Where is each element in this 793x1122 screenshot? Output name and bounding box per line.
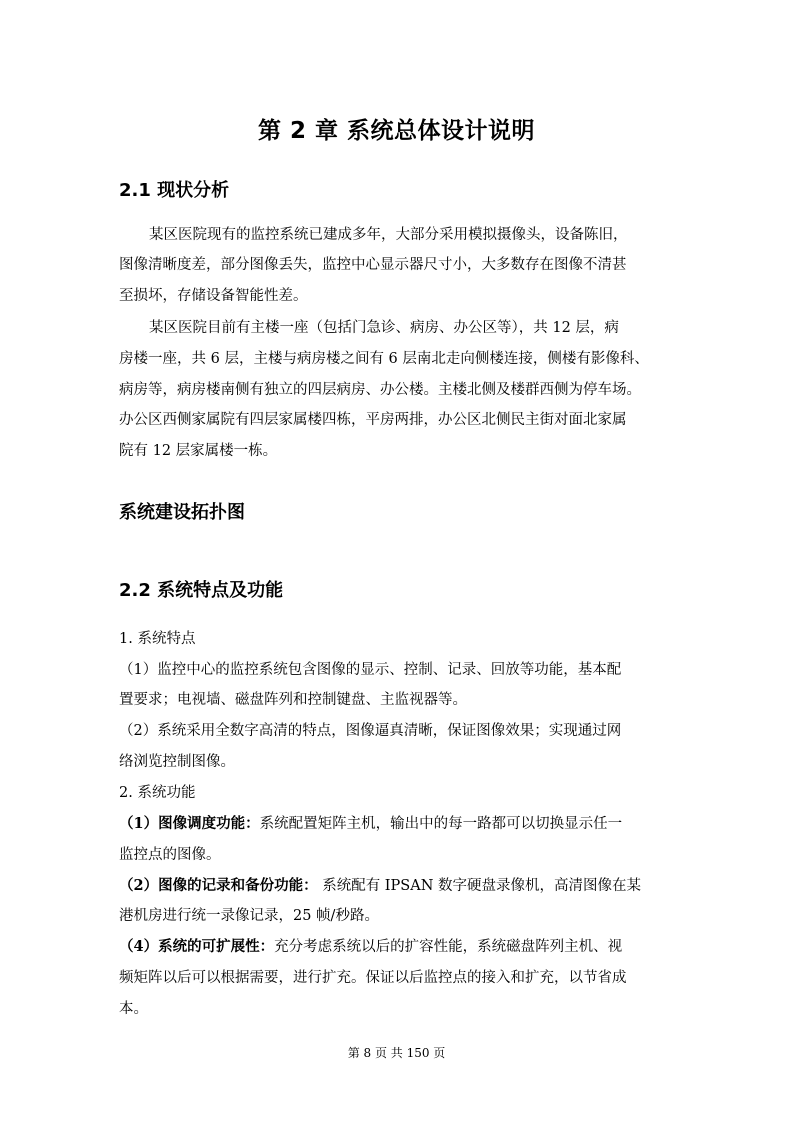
feature1-line2: 置要求；电视墙、磁盘阵列和控制键盘、主监视器等。: [119, 692, 467, 708]
para1-line1: 某区医院现有的监控系统已建成多年，大部分采用模拟摄像头，设备陈旧，: [149, 227, 628, 243]
topology-heading: 系统建设拓扑图: [119, 502, 245, 523]
chapter-title: 第 2 章 系统总体设计说明: [257, 118, 536, 144]
para2-line1: 某区医院目前有主楼一座（包括门急诊、病房、办公区等），共 12 层，病: [149, 320, 619, 336]
func2-line2: 港机房进行统一录像记录，25 帧/秒路。: [119, 908, 379, 924]
section-2-2-heading: 2.2 系统特点及功能: [119, 580, 284, 601]
func1-label: （1）图像调度功能：: [119, 815, 260, 832]
func1-line1: [119, 814, 622, 834]
func1-text: 系统配置矩阵主机，输出中的每一路都可以切换显示任一: [259, 816, 623, 832]
section-2-1-heading: 2.1 现状分析: [119, 180, 230, 201]
feature1-line1: （1）监控中心的监控系统包含图像的显示、控制、记录、回放等功能，基本配: [119, 662, 622, 678]
para2-line3: 病房等，病房楼南侧有独立的四层病房、办公楼。主楼北侧及楼群西侧为停车场。: [119, 382, 641, 398]
para1-line2: 图像清晰度差，部分图像丢失，监控中心显示器尺寸小，大多数存在图像不清甚: [119, 257, 627, 273]
func4-line3: 本。: [119, 1001, 148, 1017]
feature2-line1: （2）系统采用全数字高清的特点，图像逼真清晰，保证图像效果；实现通过网: [119, 723, 622, 739]
functions-title: 2. 系统功能: [119, 785, 196, 801]
func4-line1: [119, 937, 622, 957]
func1-line2: 监控点的图像。: [119, 847, 221, 863]
func2-text: 系统配有 IPSAN 数字硬盘录像机，高清图像在某: [317, 878, 641, 894]
para2-line2: 房楼一座，共 6 层，主楼与病房楼之间有 6 层南北走向侧楼连接，侧楼有影像科、: [119, 351, 649, 367]
feature2-line2: 络浏览控制图像。: [119, 754, 235, 770]
para1-line3: 至损坏，存储设备智能性差。: [119, 288, 308, 304]
func4-line2: 频矩阵以后可以根据需要，进行扩充。保证以后监控点的接入和扩充，以节省成: [119, 970, 627, 986]
func2-line1: [119, 876, 641, 896]
page-footer: 第 8 页 共 150 页: [347, 1046, 446, 1060]
para2-line4: 办公区西侧家属院有四层家属楼四栋，平房两排，办公区北侧民主街对面北家属: [119, 412, 627, 428]
para2-line5: 院有 12 层家属楼一栋。: [119, 443, 278, 459]
func4-label: （4）系统的可扩展性：: [119, 938, 275, 955]
features-title: 1. 系统特点: [119, 631, 196, 647]
func2-label: （2）图像的记录和备份功能：: [119, 877, 318, 894]
func4-text: 充分考虑系统以后的扩容性能，系统磁盘阵列主机、视: [274, 939, 623, 955]
